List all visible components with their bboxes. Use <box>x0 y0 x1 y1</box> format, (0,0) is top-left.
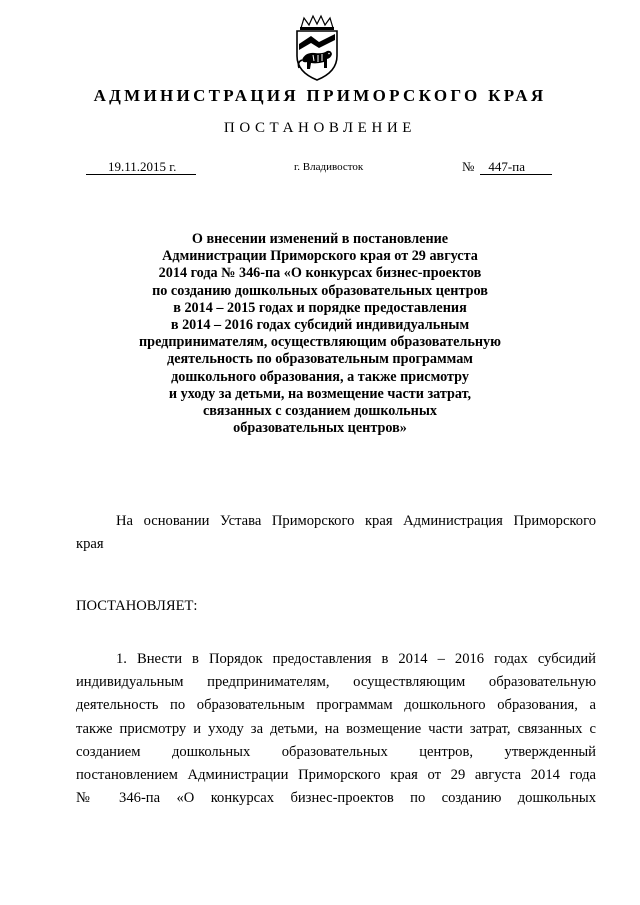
document-title <box>110 231 530 437</box>
paragraph-line: также присмотру и уходу за детьми, на возмещение части затрат, связанных с <box>76 720 596 737</box>
number-sign: № <box>462 159 475 174</box>
title-line: предпринимателям, осуществляющим образовательную <box>139 334 501 351</box>
paragraph-line: индивидуальным предпринимателям, осуществляющим образовательную <box>76 674 596 691</box>
title-line: Администрации Приморского края от 29 августа <box>162 248 478 265</box>
title-line: деятельность по образовательным программам <box>167 351 473 368</box>
document-number: 447-па <box>480 160 552 175</box>
organization-title: АДМИНИСТРАЦИЯ ПРИМОРСКОГО КРАЯ <box>93 86 547 105</box>
paragraph-line: деятельность по образовательным программам дошкольного образования, а <box>76 697 596 714</box>
title-line: по созданию дошкольных образовательных центров <box>152 282 488 299</box>
document-number-field <box>462 160 552 175</box>
paragraph-line: постановлением Администрации Приморского края от 29 августа 2014 года <box>76 767 596 784</box>
document-date: 19.11.2015 г. <box>86 160 196 175</box>
coat-of-arms-icon <box>287 14 347 84</box>
paragraph-line: № 346-па «О конкурсах бизнес-проектов по созданию дошкольных <box>76 790 596 807</box>
basis-paragraph <box>76 510 596 556</box>
document-city: г. Владивосток <box>294 161 364 173</box>
title-line: 2014 года № 346-па «О конкурсах бизнес-проектов <box>158 265 482 282</box>
title-line: связанных с созданием дошкольных <box>202 403 438 420</box>
paragraph-line: На основании Устава Приморского края Администрация Приморского <box>116 513 596 529</box>
decree-word: ПОСТАНОВЛЯЕТ: <box>76 598 198 614</box>
title-line: и уходу за детьми, на возмещение части затрат, <box>168 385 472 402</box>
document-type: ПОСТАНОВЛЕНИЕ <box>223 120 417 136</box>
title-line: в 2014 – 2015 годах и порядке предоставления <box>173 299 467 316</box>
item-1-paragraph <box>76 648 596 810</box>
title-line: дошкольного образования, а также присмотру <box>171 368 469 385</box>
title-line: в 2014 – 2016 годах субсидий индивидуальным <box>170 317 470 334</box>
title-line: О внесении изменений в постановление <box>191 231 449 247</box>
title-line: образовательных центров» <box>233 420 407 437</box>
paragraph-line: края <box>76 536 104 553</box>
paragraph-line: 1. Внести в Порядок предоставления в 2014 – 2016 годах субсидий <box>116 651 596 667</box>
paragraph-line: созданием дошкольных образовательных центров, утвержденный <box>76 743 596 760</box>
